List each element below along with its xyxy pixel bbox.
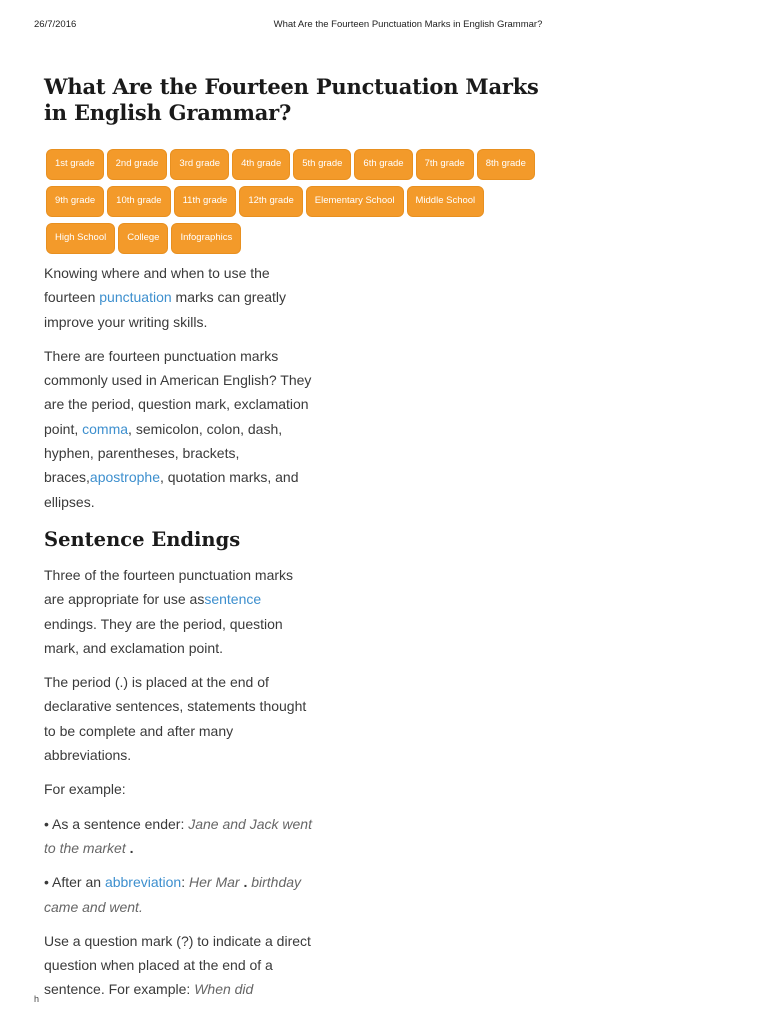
marks-paragraph: [44, 344, 316, 514]
tag-7th-grade[interactable]: 7th grade: [416, 149, 474, 180]
article-title: What Are the Fourteen Punctuation Marks in English Grammar?: [44, 74, 539, 125]
text: Use a question mark (?) to indicate a direct question when placed at the end of a sentence. For example:: [44, 932, 311, 998]
tag-5th-grade[interactable]: 5th grade: [293, 149, 351, 180]
tag-11th-grade[interactable]: 11th grade: [174, 186, 237, 217]
tag-elementary-school[interactable]: Elementary School: [306, 186, 404, 217]
text: marks can greatly improve your writing skills.: [44, 289, 287, 330]
text: , quotation marks, and ellipses.: [44, 469, 299, 510]
bullet-abbreviation: [44, 870, 316, 919]
tag-1st-grade[interactable]: 1st grade: [46, 149, 104, 180]
text: endings. They are the period, question mark, and exclamation point.: [44, 615, 283, 656]
article-body: [44, 261, 316, 1002]
example-text: birthday came and went.: [44, 874, 302, 915]
section-heading: Sentence Endings: [44, 527, 241, 551]
text: • As a sentence ender:: [44, 815, 189, 832]
example-text: Her Mar: [189, 874, 240, 891]
link-apostrophe[interactable]: apostrophe: [89, 469, 160, 486]
tag-9th-grade[interactable]: 9th grade: [46, 186, 104, 217]
example-text: When did: [194, 981, 254, 998]
tag-middle-school[interactable]: Middle School: [407, 186, 485, 217]
text: :: [181, 874, 189, 891]
text: • After an: [44, 874, 105, 891]
link-abbreviation[interactable]: abbreviation: [104, 874, 182, 891]
print-date: 26/7/2016: [34, 19, 77, 30]
link-comma[interactable]: comma: [82, 420, 129, 437]
text: There are fourteen punctuation marks commonly used in American English? They are the period, question mark, exclamation point,: [44, 347, 312, 437]
tag-12th-grade[interactable]: 12th grade: [239, 186, 302, 217]
example-text: Jane and Jack went to the market: [44, 815, 312, 856]
print-header: [0, 19, 768, 33]
example-label: For example:: [44, 781, 126, 798]
period-mark: .: [239, 874, 252, 891]
intro-paragraph: [44, 261, 316, 334]
question-paragraph: [44, 929, 316, 1002]
tag-6th-grade[interactable]: 6th grade: [354, 149, 412, 180]
link-punctuation[interactable]: punctuation: [99, 289, 172, 306]
endings-paragraph: [44, 563, 316, 660]
print-title: What Are the Fourteen Punctuation Marks in English Grammar?: [273, 19, 543, 30]
text: , semicolon, colon, dash, hyphen, parentheses, brackets, braces,: [44, 420, 283, 486]
period-paragraph: The period (.) is placed at the end of declarative sentences, statements thought to be complete and after many abbreviations.: [44, 674, 307, 764]
article: [44, 74, 584, 1012]
bullet-sentence-ender: [44, 812, 316, 861]
tag-8th-grade[interactable]: 8th grade: [477, 149, 535, 180]
tag-college[interactable]: College: [118, 223, 168, 254]
text: Three of the fourteen punctuation marks are appropriate for use as: [44, 566, 294, 608]
text: Knowing where and when to use the fourteen: [44, 265, 270, 306]
tag-3rd-grade[interactable]: 3rd grade: [170, 149, 229, 180]
link-sentence[interactable]: sentence: [204, 591, 262, 608]
tag-infographics[interactable]: Infographics: [171, 223, 241, 254]
tag-2nd-grade[interactable]: 2nd grade: [107, 149, 168, 180]
tag-4th-grade[interactable]: 4th grade: [232, 149, 290, 180]
tag-list: [46, 149, 576, 260]
tag-high-school[interactable]: High School: [46, 223, 115, 254]
period-mark: .: [125, 839, 134, 856]
footer-mark: h: [34, 994, 40, 1004]
tag-10th-grade[interactable]: 10th grade: [107, 186, 170, 217]
